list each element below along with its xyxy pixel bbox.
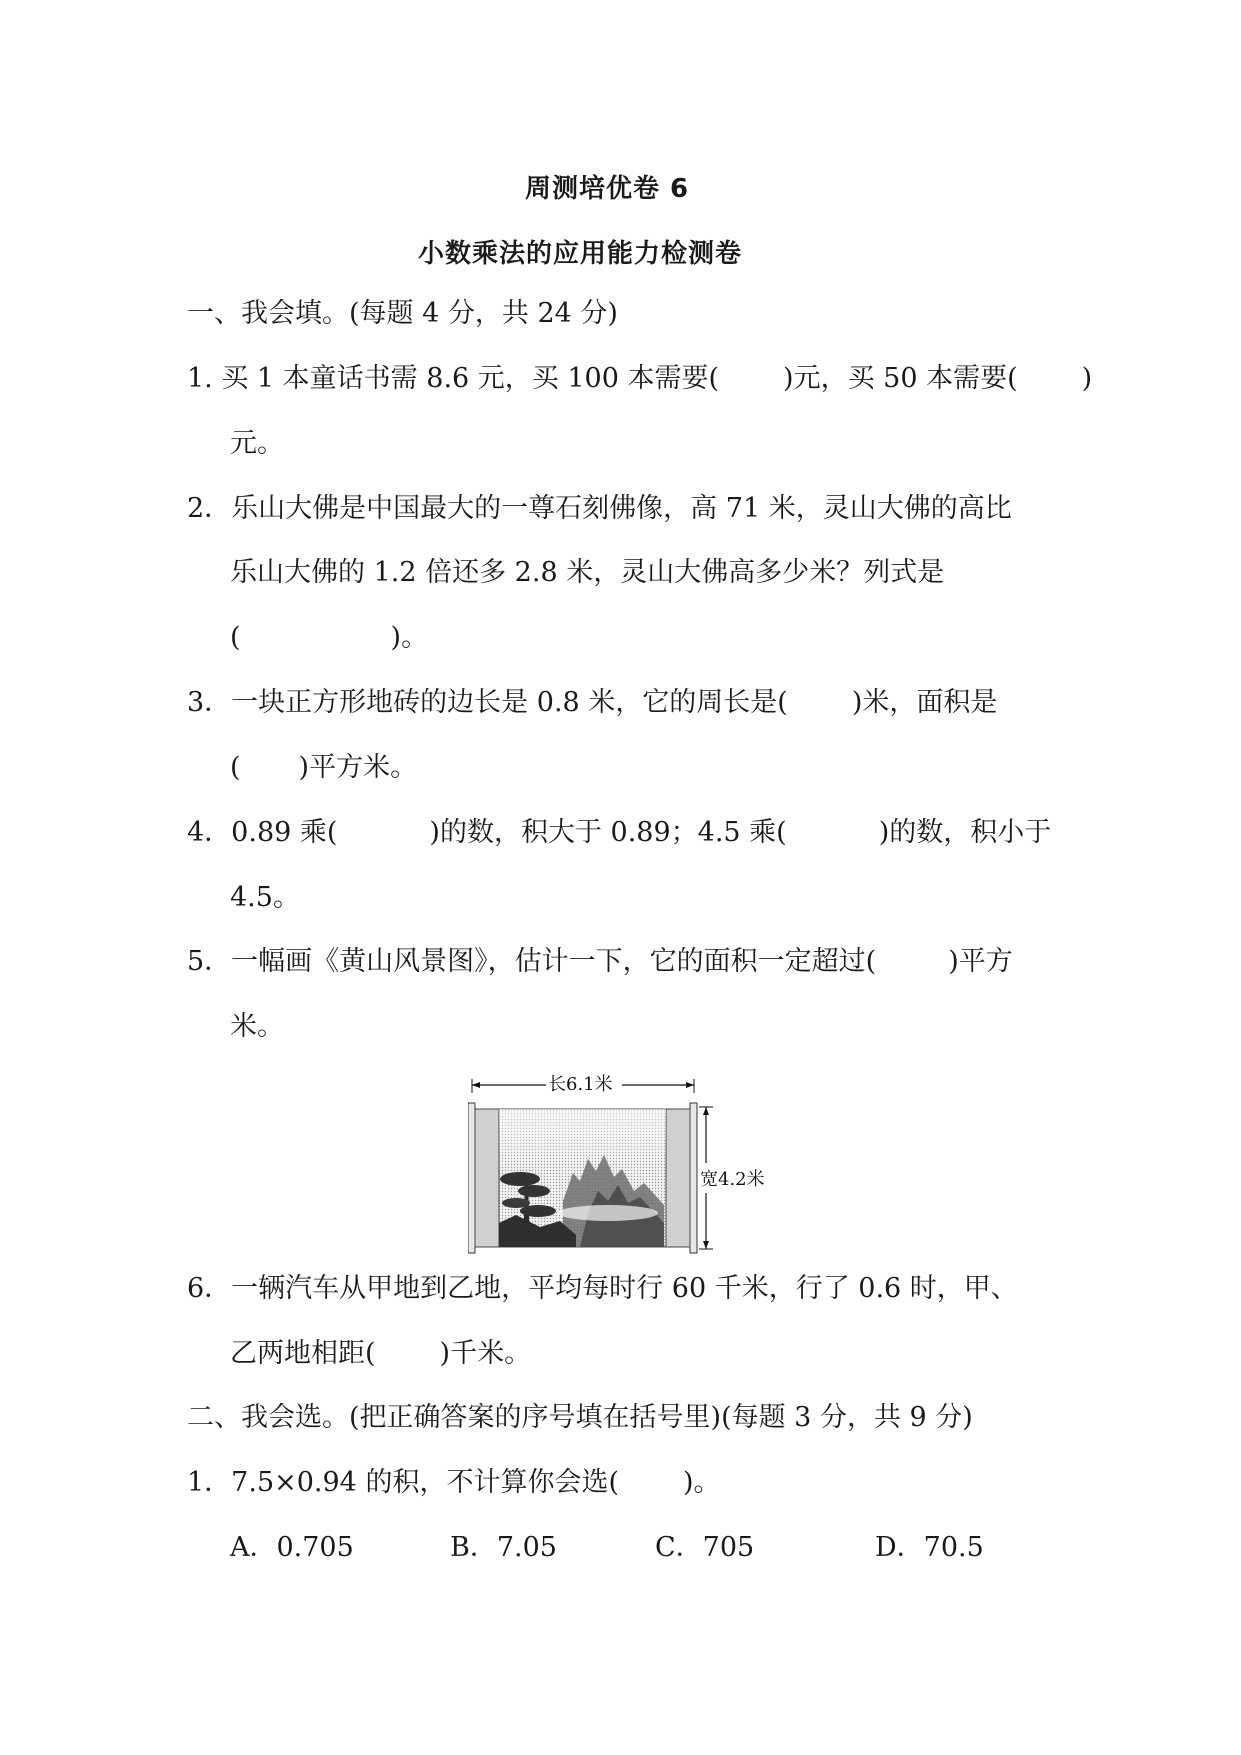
option-d[interactable]: D．70.5	[875, 1532, 984, 1563]
width-label: 宽4.2米	[700, 1169, 765, 1190]
q1-line1	[187, 361, 1092, 397]
q2-line3	[230, 620, 428, 656]
q5-line2: 米。	[230, 1011, 284, 1042]
q3-text-d: )平方米。	[298, 752, 418, 783]
q4-text-a: 4．0.89 乘(	[187, 817, 338, 848]
q5-line1	[187, 944, 1013, 980]
s2-q1-text-a: 1．7.5×0.94 的积，不计算你会选(	[187, 1467, 619, 1498]
section1-heading: 一、我会填。(每题 4 分，共 24 分)	[187, 298, 618, 329]
q2-text-c: (	[230, 622, 241, 653]
s2-q1-line	[187, 1465, 721, 1501]
q6-text-b: 乙两地相距(	[230, 1338, 376, 1369]
q3-line1	[187, 685, 997, 721]
option-b[interactable]: B．7.05	[450, 1532, 557, 1563]
option-c[interactable]: C．705	[655, 1532, 755, 1563]
q4-text-c: )的数，积小于	[878, 817, 1052, 848]
q2-line2: 乐山大佛的 1.2 倍还多 2.8 米，灵山大佛高多少米？列式是	[230, 557, 945, 588]
length-label: 长6.1米	[548, 1074, 613, 1095]
q6-line1: 6．一辆汽车从甲地到乙地，平均每时行 60 千米，行了 0.6 时，甲、	[187, 1273, 1018, 1304]
q1-text-b: )元，买 50 本需要(	[783, 363, 1018, 394]
q4-text-b: )的数，积大于 0.89；4.5 乘(	[429, 817, 787, 848]
option-a[interactable]: A．0.705	[230, 1532, 354, 1563]
section2-heading: 二、我会选。(把正确答案的序号填在括号里)(每题 3 分，共 9 分)	[187, 1402, 973, 1433]
page-title: 周测培优卷 6	[525, 174, 690, 204]
q3-line2	[230, 750, 417, 786]
q2-line1: 2．乐山大佛是中国最大的一尊石刻佛像，高 71 米，灵山大佛的高比	[187, 493, 1012, 524]
q1-line2: 元。	[230, 428, 284, 459]
q4-line1	[187, 815, 1051, 851]
q6-line2	[230, 1336, 531, 1372]
q6-text-c: )千米。	[439, 1338, 532, 1369]
q1-text-a: 1. 买 1 本童话书需 8.6 元，买 100 本需要(	[187, 363, 720, 394]
s2-q1-text-b: )。	[682, 1467, 721, 1498]
page-subtitle: 小数乘法的应用能力检测卷	[418, 239, 743, 269]
q5-text-a: 5．一幅画《黄山风景图》，估计一下，它的面积一定超过(	[187, 946, 877, 977]
q3-text-b: )米，面积是	[851, 687, 998, 718]
q1-text-c: )	[1081, 363, 1093, 394]
q5-text-b: )平方	[948, 946, 1013, 977]
q3-text-c: (	[230, 752, 241, 783]
q3-text-a: 3．一块正方形地砖的边长是 0.8 米，它的周长是(	[187, 687, 788, 718]
q2-text-d: )。	[390, 622, 429, 653]
q4-line2: 4.5。	[230, 882, 300, 913]
huangshan-painting-figure	[468, 1073, 765, 1265]
